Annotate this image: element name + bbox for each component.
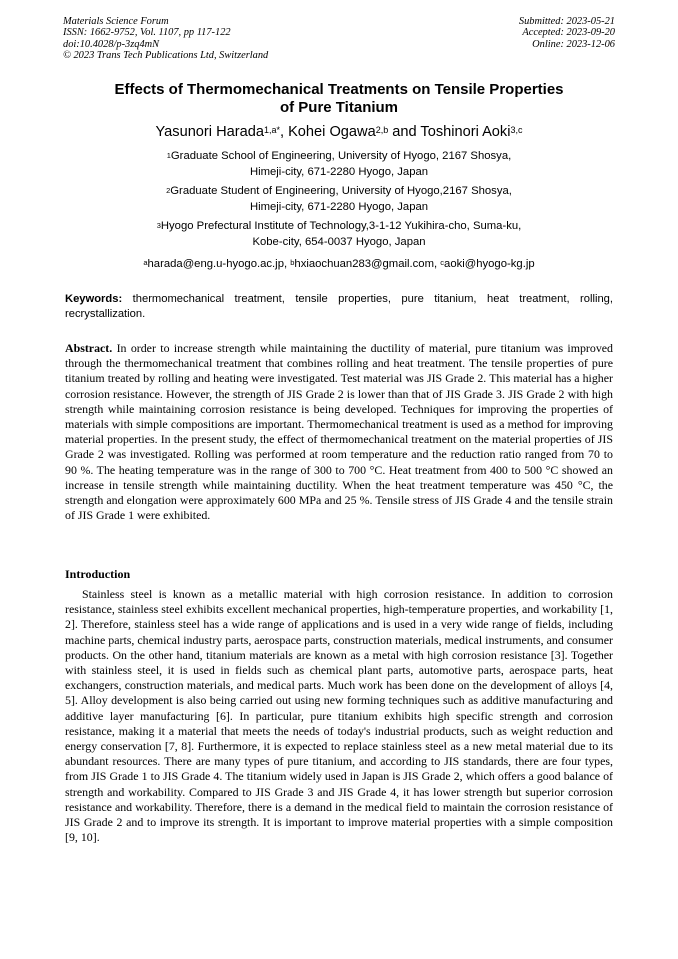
affiliation-line: Graduate School of Engineering, University of Hyogo, 2167 Shosya, — [170, 150, 512, 162]
online-date: Online: 2023-12-06 — [532, 38, 615, 50]
email-mark: c — [440, 258, 445, 267]
affiliation-number: 1 — [166, 151, 171, 160]
author-emails — [60, 257, 618, 271]
author-separator: , — [279, 124, 289, 140]
journal-name: Materials Science Forum — [63, 16, 169, 27]
title-line-2: of Pure Titanium — [279, 99, 399, 116]
author-list — [60, 123, 618, 141]
affiliation-line: Kobe-city, 654-0037 Hyogo, Japan — [252, 235, 426, 248]
email-mark: b — [290, 258, 295, 267]
affiliation-1 — [60, 149, 618, 180]
abstract-label: Abstract. — [65, 341, 113, 355]
email-mark: a — [143, 258, 148, 267]
copyright: © 2023 Trans Tech Publications Ltd, Switzerland — [63, 50, 269, 62]
affiliation-line: Himeji-city, 671-2280 Hyogo, Japan — [249, 165, 429, 178]
keywords-text: thermomechanical treatment, tensile properties, pure titanium, heat treatment, rolling, recrystallization. — [65, 293, 613, 320]
abstract-paragraph — [65, 341, 613, 523]
journal-info-block — [63, 16, 268, 62]
affiliation-number: 2 — [166, 186, 171, 195]
author-affiliation-mark: 2,b — [375, 125, 389, 135]
author-affiliation-mark: 1,a* — [263, 125, 280, 135]
affiliation-line: Himeji-city, 671-2280 Hyogo, Japan — [249, 200, 429, 213]
issn-volume: ISSN: 1662-9752, Vol. 1107, pp 117-122 — [63, 27, 231, 39]
abstract-text: In order to increase strength while maintaining the ductility of material, pure titanium was improved through the thermomechanical treatment that combines rolling and heat treatment. The tensile properties of pure titanium treated by rolling and heating were investigated. Test material was JIS Grade 2. This material has a higher corrosion resistance. However, the strength of JIS Grade 2 is lower than that of JIS Grade 3. JIS Grade 2 with high strength while maintaining corrosion resistance is being developed. Techniques for improving the properties of materials with simple compositions are important. Thermomechanical treatment is used as a method for improving material properties. In the present study, the effect of thermomechanical treatment on the material properties of JIS Grade 2 was investigated. Rolling was performed at room temperature and the reduction ratio ranged from 70 to 90 %. The heating temperature was in the range of 300 to 700 °C. Heat treatment from 400 to 500 °C showed an increase in tensile strength while maintaining ductility. When the heat treatment temperature was 450 °C, the strength and elongation were approximately 600 MPa and 25 %. Tensile stress of JIS Grade 4 and the tensile strain of JIS Grade 1 were exhibited. — [65, 341, 613, 523]
introduction-heading: Introduction — [65, 567, 131, 581]
accepted-date: Accepted: 2023-09-20 — [522, 27, 615, 39]
email-address: hxiaochuan283@gmail.com, — [294, 258, 441, 270]
affiliation-2 — [60, 184, 618, 215]
author-name: Toshinori Aoki — [420, 124, 511, 140]
title-line-1: Effects of Thermomechanical Treatments on Tensile Properties — [114, 81, 564, 98]
author-affiliation-mark: 3,c — [510, 125, 523, 135]
author-name: Kohei Ogawa — [288, 124, 376, 140]
affiliation-line: Graduate Student of Engineering, University of Hyogo,2167 Shosya, — [170, 185, 512, 197]
keywords-label: Keywords: — [65, 293, 123, 305]
submitted-date: Submitted: 2023-05-21 — [518, 16, 615, 27]
author-conjunction: and — [388, 124, 421, 140]
introduction-paragraph: Stainless steel is known as a metallic material with high corrosion resistance. In addition to corrosion resistance, stainless steel exhibits excellent mechanical properties, high-temperature properties, and workability [1, 2]. Therefore, stainless steel has a wide range of applications and is used in a very wide range of fields, including machine parts, chemical industry parts, aerospace parts, construction materials, medical instruments, and consumer products. On the other hand, titanium materials are known as a metal with high corrosion resistance [3]. Together with stainless steel, it is used in fields such as chemical plant parts, automotive parts, aerospace parts, heat exchangers, construction materials, and medical parts. Much work has been done on the development of alloys [4, 5]. Alloy development is also being carried out using new forming techniques such as additive manufacturing and additive layer manufacturing [6]. In particular, pure titanium exhibits high specific strength and corrosion resistance, making it a material that meets the needs of today's industrial products, such as weight reduction and energy conservation [7, 8]. Furthermore, it is expected to replace stainless steel as a new metal material due to its abundant resources. There are many types of pure titanium, and according to JIS standards, there are four types, from JIS Grade 1 to JIS Grade 4. The titanium widely used in Japan is JIS Grade 2, which offers a good balance of strength and workability. Compared to JIS Grade 3 and JIS Grade 4, it has lower strength but superior corrosion resistance and workability. Therefore, there is a demand in the medical field to maintain the corrosion resistance of JIS Grade 2 and to improve its strength. It is important to improve material properties with a simple composition [9, 10]. — [65, 587, 613, 845]
keywords-paragraph — [65, 292, 613, 321]
affiliation-line: Hyogo Prefectural Institute of Technology,3-1-12 Yukihira-cho, Suma-ku, — [160, 220, 522, 232]
email-address: aoki@hyogo-kg.jp — [444, 258, 535, 270]
affiliation-number: 3 — [156, 221, 161, 230]
email-address: harada@eng.u-hyogo.ac.jp, — [147, 258, 291, 270]
author-name: Yasunori Harada — [155, 124, 264, 140]
affiliation-3 — [60, 219, 618, 250]
dates-block — [519, 16, 615, 50]
paper-title — [60, 81, 618, 117]
doi: doi:10.4028/p-3zq4mN — [63, 38, 160, 50]
